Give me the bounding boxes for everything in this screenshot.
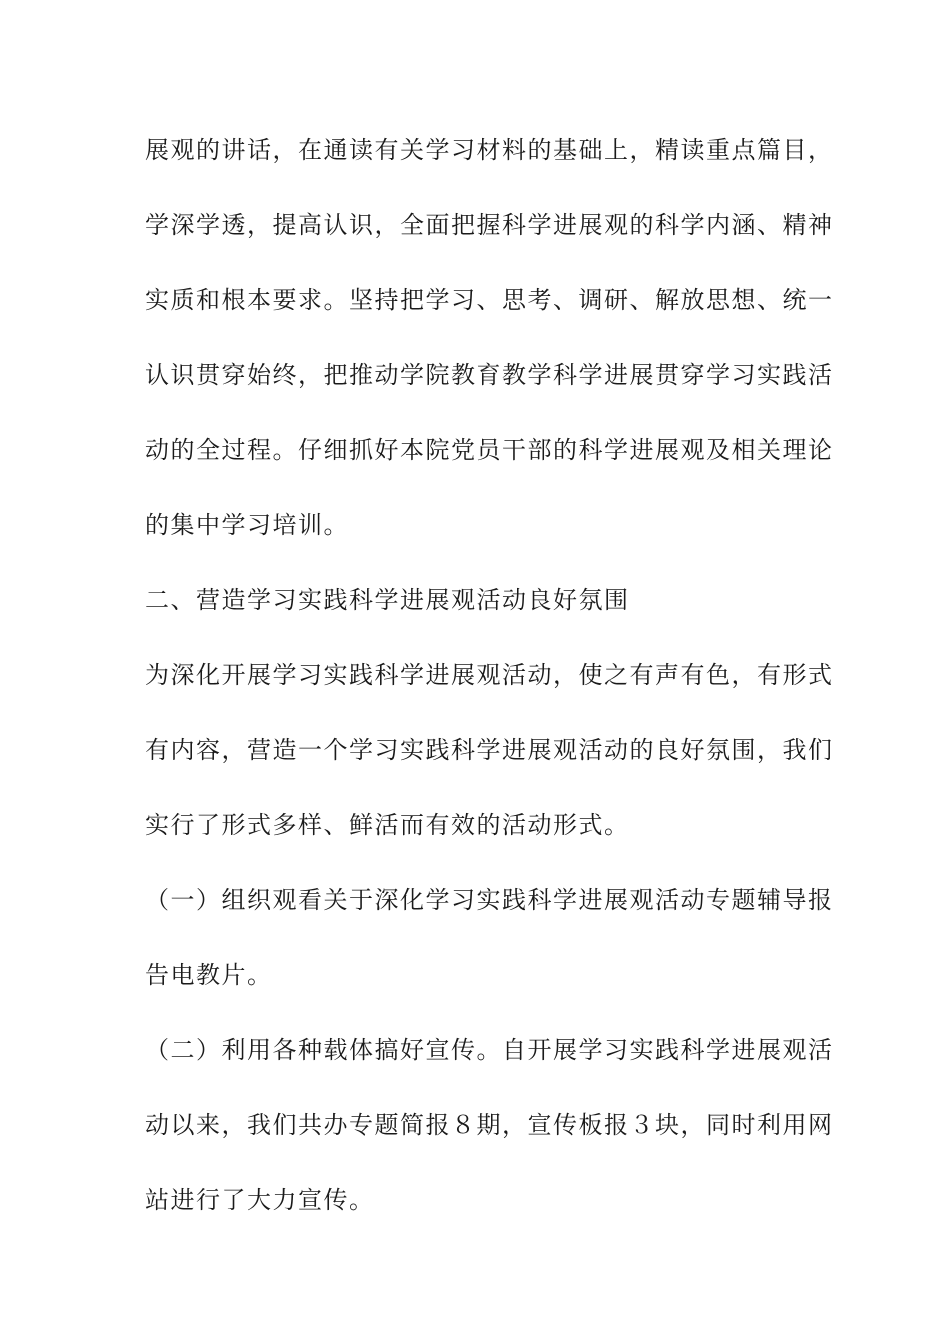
- paragraph-line: 学深学透，提高认识，全面把握科学进展观的科学内涵、精神: [145, 211, 834, 239]
- paragraph-line: （二）利用各种载体搞好宣传。自开展学习实践科学进展观活: [145, 1036, 834, 1064]
- paragraph-line: 展观的讲话，在通读有关学习材料的基础上，精读重点篇目，: [145, 136, 834, 164]
- section-heading: 二、营造学习实践科学进展观活动良好氛围: [145, 586, 630, 614]
- paragraph-line: 站进行了大力宣传。: [145, 1186, 375, 1214]
- paragraph-line: 动以来，我们共办专题简报８期，宣传板报３块，同时利用网: [145, 1111, 834, 1139]
- paragraph-line: 实质和根本要求。坚持把学习、思考、调研、解放思想、统一: [145, 286, 834, 314]
- paragraph-line: 动的全过程。仔细抓好本院党员干部的科学进展观及相关理论: [145, 436, 834, 464]
- paragraph-line: 认识贯穿始终，把推动学院教育教学科学进展贯穿学习实践活: [145, 361, 834, 389]
- paragraph-line: 实行了形式多样、鲜活而有效的活动形式。: [145, 811, 630, 839]
- paragraph-line: 的集中学习培训。: [145, 511, 349, 539]
- paragraph-line: 为深化开展学习实践科学进展观活动，使之有声有色，有形式: [145, 661, 834, 689]
- paragraph-line: 告电教片。: [145, 961, 273, 989]
- paragraph-line: 有内容，营造一个学习实践科学进展观活动的良好氛围，我们: [145, 736, 834, 764]
- paragraph-line: （一）组织观看关于深化学习实践科学进展观活动专题辅导报: [145, 886, 834, 914]
